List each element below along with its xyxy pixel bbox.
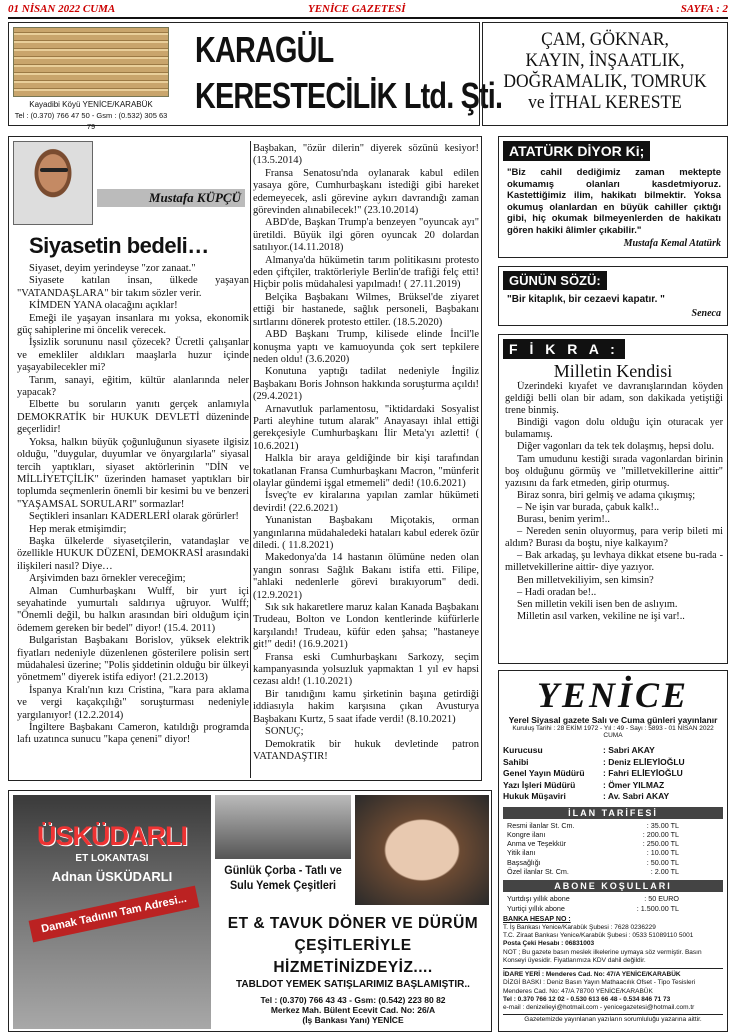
paragraph: Tam umudunu kestiği sırada vagonlardan birinin boş olduğunu görmüş ve "milletvekillerine aittir" yazısını da fark etmeden, girip oturmuş. (505, 453, 723, 489)
restaurant-contact (215, 995, 491, 1025)
bank-line: T.C. Ziraat Bankası Yenice/Karabük Şubesi : 0533 51089110 5001 (503, 932, 694, 940)
office-phone: Tel : 0.370 766 12 02 - 0.530 613 66 48 - 0.534 846 71 73 (503, 995, 671, 1003)
rate-row: Özel ilanlar St. Cm. : 2.00 TL (507, 866, 679, 876)
author-name: Mustafa KÜPÇÜ (97, 189, 245, 207)
product-line: ÇAM, GÖKNAR, (541, 29, 669, 50)
staff-list (503, 745, 723, 803)
column-divider (250, 141, 251, 778)
timber-ad-address-block (13, 99, 169, 132)
staff-row: Yazı İşleri Müdürü : Ömer YILMAZ (503, 779, 665, 790)
responsibility-note: Gazetemizde yayınlanan yazıların sorumluluğu yazarına aittir. (503, 1014, 723, 1024)
paragraph: KİMDEN YANA olacağını açıklar! (29, 300, 178, 312)
paragraph: – Hadi oradan be!.. (517, 586, 597, 598)
print-address: DİZGİ BASKI : Deniz Basın Yayın Mathaacılık Ofset - Tipo Tesisleri Menderes Cad. No: 47/A 78700 YENİCE/KARABÜK (503, 979, 696, 995)
subscription-heading: ABONE KOŞULLARI (503, 880, 723, 892)
opinion-column (8, 136, 482, 781)
timber-products-ad (482, 22, 728, 126)
rate-row: Başsağlığı : 50.00 TL (507, 857, 679, 867)
column-text-right (253, 143, 479, 773)
paragraph: Hep merak etmişimdir; (29, 523, 127, 535)
anecdote-box (498, 334, 728, 664)
timber-company-type: KERESTECİLİK Ltd. Şti. (195, 75, 503, 116)
restaurant-owner: Adnan ÜSKÜDARLI (51, 869, 173, 884)
bank-info (503, 916, 723, 965)
paragraph: Seçtikleri insanları KADERLERİ olarak görürler! (29, 511, 239, 523)
paragraph: Elbette bu soruların yanıtı gerçek anlamıyla DEMOKRATİK bir HUKUK DEVLETİ düzeninde geçerlidir! (17, 399, 249, 436)
imprint-box (498, 670, 728, 1032)
paragraph: ABD'de, Başkan Trump'a benzeyen "oyuncak ayı" üretildi. Büyük ilgi gören oyuncak 20 dolardan satılıyor.(14.11.2018) (253, 217, 479, 254)
rate-row: Yitik ilanı : 10.00 TL (507, 848, 679, 858)
restaurant-tabldot: TABLDOT YEMEK SATIŞLARIMIZ BAŞLAMIŞTIR.. (236, 979, 470, 990)
paragraph: Bir tanıdığını kamu şirketinin başına getirdiği iddiasıyla hakim karşısına çıkan Avusturya Başbakanı Kurtz, 5 saat ifade verdi! (8.10.2021) (253, 688, 479, 725)
paragraph: Bindiği vagon dolu olduğu için oturacak yer bulamamış. (505, 417, 723, 441)
timber-ad (8, 22, 503, 131)
paragraph: Siyaset, deyim yerindeyse "zor zanaat." (29, 263, 196, 274)
paragraph: Başka ülkelerde siyasetçilerin, vatandaşlar ve özellikle HUKUK DÜZENİ, DEMOKRASİ arasındaki ilişkileri nasıl? Diye… (17, 535, 249, 572)
restaurant-menu-note: Günlük Çorba - Tatlı ve Sulu Yemek Çeşitleri (224, 863, 342, 892)
quote-of-day-author: Seneca (691, 307, 721, 319)
anecdote-title: Milletin Kendisi (553, 361, 673, 381)
paragraph: Demokratik bir hukuk devletinde patron VATANDAŞTIR! (253, 738, 479, 762)
paragraph: Üzerindeki kıyafet ve davranışlarından köyden geldiği belli olan bir adam, son dakikada yetiştiği trene binmiş. (505, 381, 723, 417)
staff-row: Hukuk Müşaviri : Av. Sabri AKAY (503, 791, 670, 801)
product-line: ve İTHAL KERESTE (528, 92, 682, 113)
timber-phone: Tel : (0.370) 766 47 50 - Gsm : (0.532) 305 63 79 (14, 111, 168, 131)
paragraph: İspanya Kralı'nın kızı Cristina, "kara para aklama ve vergi kaçakçılığı" soruşturması nedeniyle yargılanıyor! (12.2.2014) (17, 684, 249, 721)
restaurant-headline: ET & TAVUK DÖNER VE DÜRÜM ÇEŞİTLERİYLE HİZMETİNİZDEYİZ.... (227, 915, 479, 976)
paragraph: Biraz sonra, biri gelmiş ve adama çıkışmış; (517, 489, 696, 501)
doner-photo (355, 795, 489, 905)
dining-room-photo (215, 795, 351, 859)
ad-rates-table (507, 821, 723, 877)
subscription-row: Yurtiçi yıllık abone : 1.500.00 TL (507, 903, 679, 913)
restaurant-banner: Damak Tadının Tam Adresi... (29, 886, 200, 943)
page-header-bar (8, 2, 728, 19)
issue-date: 01 NİSAN 2022 CUMA (8, 3, 116, 15)
paragraph: – Nereden senin oluyormuş, para verip bileti mi aldım? Burası da boştu, niye kalkayım? (505, 526, 723, 550)
ataturk-author: Mustafa Kemal Atatürk (623, 238, 721, 249)
timber-address: Kayadibi Köyü YENİCE/KARABÜK (29, 100, 153, 109)
product-line: DOĞRAMALIK, TOMRUK (503, 71, 707, 92)
column-text-left (17, 263, 249, 778)
paragraph: Fransa Senatosu'nda oylanarak kabul edilen yasaya göre, Cumhurbaşkanı istediği gibi hareket edemeyecek, asli görevine aykırı davrandığı zaman görevinden alınabilecek!" (23.10.2014) (253, 167, 479, 217)
paragraph: Sık sık hakaretlere maruz kalan Kanada Başbakanı Trudeau, Bolton ve London kentlerinde küfürlerle karşılandı! Trudeau, küfür eden şahsa; "hastaneye git!" dedi! (16.9.2021) (253, 602, 479, 651)
rate-row: Kongre ilanı : 200.00 TL (507, 829, 679, 839)
ad-rates-heading: İLAN TARİFESİ (503, 807, 723, 819)
restaurant-location-note: (İş Bankası Yanı) YENİCE (302, 1015, 404, 1025)
anecdote-text (505, 381, 723, 661)
bank-line: NOT ; Bu gazete basın meslek ilkelerine uymaya söz vermiştir. Basın Konseyi üyesidir. Fiyatlarımıza KDV dahil değildir. (503, 948, 702, 964)
bank-line: T. İş Bankası Yenice/Karabük Şubesi : 7628 0236229 (503, 924, 656, 932)
page-number: SAYFA : 2 (680, 3, 728, 15)
paragraph: Siyasete katılan insan, ülkede yaşayan "VATANDAŞLARA" bir takım sözler verir. (17, 275, 249, 299)
ataturk-quote: "Biz cahil dediğimiz zaman mektepte okumamış olanları kasdetmiyoruz. Kastettiğimiz ilim, hakikatı bilmektir. Yoksa okumuş olanlardan en büyük cahiller çıktığı gibi, hiç okumak bilmeyenlerden de hakikatı gören hakiki âlimler çıkabilir." (507, 167, 721, 236)
paragraph: İngiltere Başbakanı Cameron, katıldığı programda lafı uzatınca sunucu "kapa çeneni" diyor! (17, 722, 249, 746)
founding-info: Kuruluş Tarihi : 28 EKİM 1972 - Yıl : 49 - Sayı : 5893 - 01 NİSAN 2022 CUMA (512, 725, 714, 739)
subscription-table (507, 894, 723, 913)
office-email: e-mail : denizelieyi@hotmail.com - yenicegazetesi@hotmail.com.tr (503, 1003, 695, 1011)
ataturk-heading: ATATÜRK DİYOR Ki; (503, 141, 650, 161)
paragraph: Sen milletin vekili isen ben de aslıyım. (517, 598, 678, 610)
subscription-row: Yurtdışı yıllık abone : 50 EURO (507, 894, 679, 904)
paper-name: YENİCE GAZETESİ (308, 3, 406, 15)
paragraph: Almanya'da hükümetin tarım politikasını protesto eden çiftçiler, traktörleriyle Berlin'de trafiği felç etti! Hiçbir polis müdahalesi yapılmadı! ( 27.11.2019) (253, 254, 479, 291)
paragraph: – Ne işin var burada, çabuk kalk!.. (517, 501, 660, 513)
staff-row: Kurucusu : Sabri AKAY (503, 745, 655, 755)
paragraph: Fransa eski Cumhurbaşkanı Sarkozy, seçim kampanyasında yolsuzluk yapmaktan 1 yıl ev hapsi cezası aldı! (1.10.2021) (253, 651, 479, 688)
newspaper-logo: YENİCE (536, 675, 690, 715)
paragraph: Arnavutluk parlamentosu, "iktidardaki Sosyalist Parti aleyhine tutum alarak" Anayasayı ihlal ettiği gerekçesiyle Cumhurbaşkanı İlir Meta'yı azletti! ( 10.6.2021) (253, 403, 479, 452)
restaurant-sign-subtitle: ET LOKANTASI (75, 853, 149, 864)
newspaper-tagline: Yerel Siyasal gazete Salı ve Cuma günleri yayınlanır (508, 715, 718, 725)
quote-of-day-text: "Bir kitaplık, bir cezaevi kapatır. " (507, 294, 665, 305)
paragraph: Milletin asıl varken, vekiline ne işi var!.. (517, 610, 685, 622)
paragraph: Halkla bir araya geldiğinde bir kişi tarafından tokatlanan Fransa Cumhurbaşkanı Macron, "münferit olaylar gündemi işgal etmemeli" dedi! (10.6.2021) (253, 453, 479, 489)
paragraph: Emeği ile yaşayan insanlara mı yoksa, ekonomik güç sahiplerine mi öncelik verecek. (17, 312, 249, 337)
paragraph: Başbakan, "özür dilerin" diyerek sözünü kesiyor! (13.5.2014) (253, 143, 479, 167)
paragraph: Diğer vagonları da tek tek dolaşmış, hepsi dolu. (517, 441, 715, 453)
office-address: İDARE YERİ : Menderes Cad. No: 47/A YENİCE/KARABÜK (503, 971, 681, 979)
staff-row: Sahibi : Deniz ELİEYİOĞLU (503, 756, 685, 767)
staff-row: Genel Yayın Müdürü : Fahri ELİEYİOĞLU (503, 768, 683, 778)
quote-of-day-heading: GÜNÜN SÖZÜ: (503, 271, 607, 290)
paragraph: Konutuna yaptığı tadilat nedeniyle İngiliz Başbakanı Boris Johnson hakkında soruşturma açıldı! (29.4.2021) (253, 366, 479, 403)
timber-company-name: KARAGÜL (195, 29, 334, 70)
paragraph: Burası, benim yerim!.. (517, 514, 610, 526)
author-photo (13, 141, 93, 225)
paragraph: Tarım, sanayi, eğitim, kültür alanlarında neler yapacak? (17, 374, 249, 399)
anecdote-heading: F İ K R A : (503, 339, 625, 359)
lumber-photo (13, 27, 169, 97)
restaurant-sign: ÜSKÜDARLI (37, 821, 187, 851)
paragraph: SONUÇ; (265, 726, 304, 738)
column-headline: Siyasetin bedeli… (29, 233, 209, 258)
rate-row: Anma ve Teşekkür : 250.00 TL (507, 839, 679, 849)
paragraph: Belçika Başbakanı Wilmes, Brüksel'de ziyaret ettiği bir hastanede, sağlık personeli, Başbakanı sırtlarını dönerek protesto ettiler. (18.5.2020) (253, 291, 479, 328)
rate-row: Resmi ilanlar St. Cm. : 35.00 TL (507, 820, 679, 830)
paragraph: Arşivimden bazı örnekler vereceğim; (29, 573, 186, 585)
paragraph: Bulgaristan Başbakanı Borislov, yüksek elektrik fiyatları nedeniyle düzenlenen gösterilere polisin sert müdahalesi üzerine; "Polis şiddetinin olduğu bir ülkeyi yönetmem" diyerek istifa ediyor! (21.2.2013) (17, 635, 249, 684)
product-line: KAYIN, İNŞAATLIK, (525, 50, 685, 71)
paragraph: İşsizlik sorununu nasıl çözecek? Ücretli çalışanlar ve emekliler aldıkları maaşlarla huzur içinde yaşayabilecekler mi? (17, 337, 249, 374)
restaurant-address: Merkez Mah. Bülent Ecevit Cad. No: 26/A (270, 1005, 436, 1015)
paragraph: Makedonya'da 14 hastanın ölümüne neden olan yangın sonrası Sağlık Bakanı istifa etti. Filipe, "ahlaki nedenlerle görevi bırakıyorum" dedi. (12.9.2021) (253, 552, 479, 601)
paragraph: – Bak arkadaş, şu levhaya dikkat etsene bu-rada -milletvekillerine aittir- diye yazıyor. (505, 550, 723, 574)
paragraph: İsveç'te ev kiralarına yapılan zamlar hükümeti devirdi! (22.6.2021) (253, 490, 479, 514)
quote-of-day-box (498, 266, 728, 326)
paragraph: Yoksa, halkın büyük çoğunluğunun siyasete ilgisiz olduğu, "duygular, duyumlar ve önyargılarla" siyasal tercih yaptıkları, siyaset aktörlerinin "DİN ve MİLLİYETÇİLİK" üzerinden hamaset yaptıkları bir toplumda seçmenlerin önemli bir kesimi bu ve benzeri "YAŞAMSAL SORULARI" sormazlar! (17, 436, 249, 510)
office-info (503, 968, 723, 1024)
paragraph: ABD Başkanı Trump, kilisede elinde İncil'le konuşma yaptı ve kamuoyunda çok sert tepkilere neden oldu! (3.6.2020) (253, 329, 479, 365)
paragraph: Alman Cumhurbaşkanı Wulff, bir yurt içi seyahatinde yumurtalı saldırıya uğruyor. Wulff; "Önemli değil, bu halkın arasından biri olduğum için ödemem gereken bir bedel" diyor! (15.4. 2011) (17, 585, 249, 634)
paragraph: Ben milletvekiliyim, sen kimsin? (517, 574, 654, 586)
restaurant-ad (8, 790, 492, 1032)
bank-heading: BANKA HESAP NO : (503, 915, 571, 923)
ataturk-quote-box (498, 136, 728, 258)
restaurant-phone: Tel : (0.370) 766 43 43 - Gsm: (0.542) 223 80 82 (260, 995, 446, 1005)
bank-line: Posta Çeki Hesabı : 06831003 (503, 940, 595, 948)
paragraph: Yunanistan Başbakanı Miçotakis, orman yangınlarına müdahaledeki hataları kabul ederek özür diledi. ( 11.8.2021) (253, 515, 479, 551)
